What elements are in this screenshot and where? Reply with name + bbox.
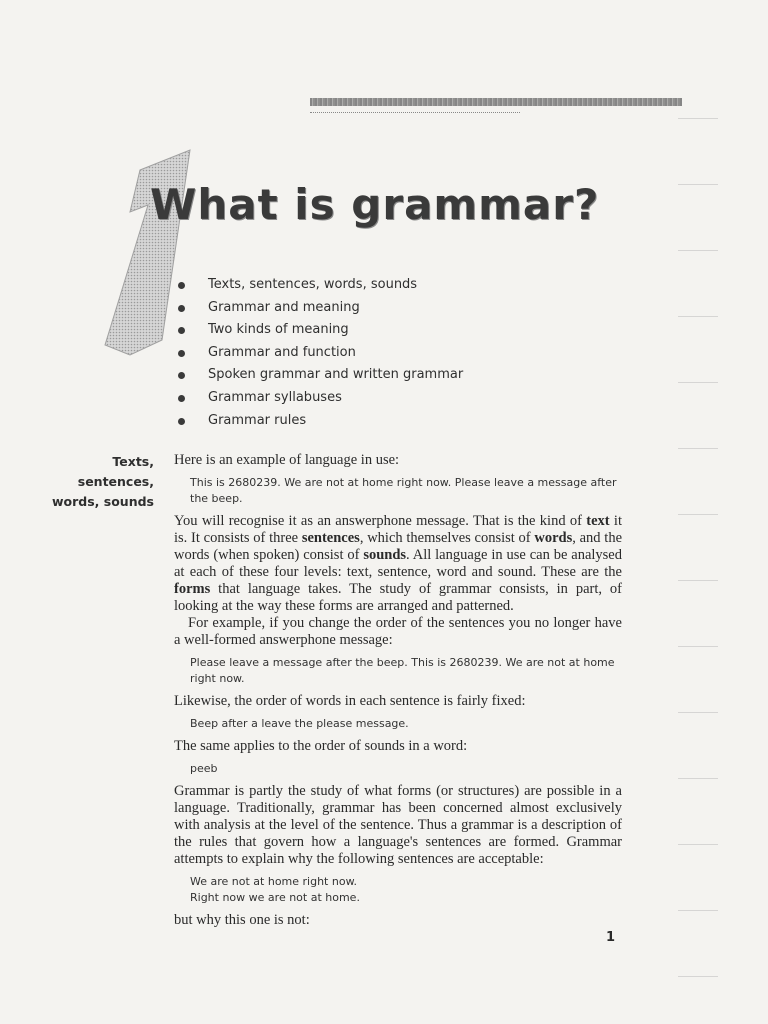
text-run: You will recognise it as an answerphone message. That is the kind of (174, 513, 587, 529)
text-run: that language takes. The study of grammar consists, in part, of looking at the way these forms are arranged and patterned. (174, 581, 622, 614)
text-run: it is. It consists of three (174, 513, 622, 546)
contents-item-label: Spoken grammar and written grammar (208, 367, 464, 383)
chapter-contents-list (178, 274, 463, 432)
text-run: , which themselves consist of (359, 530, 535, 546)
intro-paragraph: Here is an example of language in use: (174, 452, 400, 468)
bullet-icon (178, 372, 185, 379)
paragraph-unacceptable: but why this one is not: (174, 912, 310, 928)
bullet-icon (178, 282, 185, 289)
scan-margin-marks (678, 60, 718, 980)
example-reordered-sentences (190, 655, 622, 687)
example-line: Beep after a leave the please message. (190, 717, 409, 730)
bullet-icon (178, 305, 185, 312)
paragraph-levels (174, 513, 622, 615)
paragraph-sentence-order: For example, if you change the order of the sentences you no longer have a well-formed answerphone message: (174, 615, 622, 648)
contents-item (178, 364, 463, 387)
bullet-icon (178, 350, 185, 357)
key-term: forms (174, 581, 211, 597)
paragraph-grammar-definition: Grammar is partly the study of what forms (or structures) are possible in a language. Traditionally, grammar has been concerned almost exclusively with analysis at the level of the sentence. Thus a grammar is a description of the rules that govern how a language's sentences are formed. Grammar attempts to explain why the following sentences are acceptable: (174, 783, 622, 867)
contents-item-label: Grammar and meaning (208, 299, 360, 315)
example-line: We are not at home right now. (190, 875, 358, 888)
bullet-icon (178, 395, 185, 402)
example-line: Please leave a message after the beep. This is 2680239. We are not at home right now. (190, 656, 615, 685)
scan-artifact-bar (310, 98, 682, 106)
scan-artifact-line (310, 112, 520, 114)
contents-item (178, 387, 463, 410)
page-number: 1 (606, 930, 616, 945)
contents-item (178, 342, 463, 365)
example-reordered-sounds (190, 761, 622, 777)
key-term: words (534, 530, 573, 546)
contents-item (178, 410, 463, 433)
contents-item-label: Two kinds of meaning (208, 322, 349, 338)
contents-item-label: Texts, sentences, words, sounds (208, 277, 418, 292)
example-reordered-words (190, 716, 622, 732)
contents-item (178, 274, 463, 297)
contents-item (178, 297, 463, 320)
key-term: sounds (363, 547, 407, 563)
contents-item-label: Grammar rules (208, 412, 307, 428)
key-term: text (586, 513, 610, 529)
key-term: sentences (301, 530, 360, 546)
side-heading-line: Texts, (112, 454, 154, 469)
section-side-heading (52, 452, 154, 512)
contents-item (178, 319, 463, 342)
example-line: This is 2680239. We are not at home right now. Please leave a message after the beep. (190, 476, 617, 505)
bullet-icon (178, 418, 185, 425)
example-answerphone (190, 475, 622, 507)
example-line: peeb (190, 762, 218, 775)
chapter-number-text: 1 (70, 130, 71, 131)
chapter-title: What is grammar? (150, 180, 600, 229)
side-heading-line: words, sounds (51, 494, 154, 509)
text-run: . All language in use can be analysed at each of these four levels: text, sentence, word and sound. These are the (174, 547, 622, 580)
side-heading-line: sentences, (77, 474, 154, 489)
paragraph-word-order: Likewise, the order of words in each sentence is fairly fixed: (174, 693, 526, 709)
paragraph-sound-order: The same applies to the order of sounds in a word: (174, 738, 468, 754)
contents-item-label: Grammar and function (208, 344, 356, 360)
example-line: Right now we are not at home. (190, 891, 360, 904)
body-text (174, 452, 622, 929)
example-acceptable-sentences (190, 874, 622, 906)
bullet-icon (178, 327, 185, 334)
contents-item-label: Grammar syllabuses (208, 389, 342, 405)
text-run: , and the words (when spoken) consist of (174, 530, 622, 563)
